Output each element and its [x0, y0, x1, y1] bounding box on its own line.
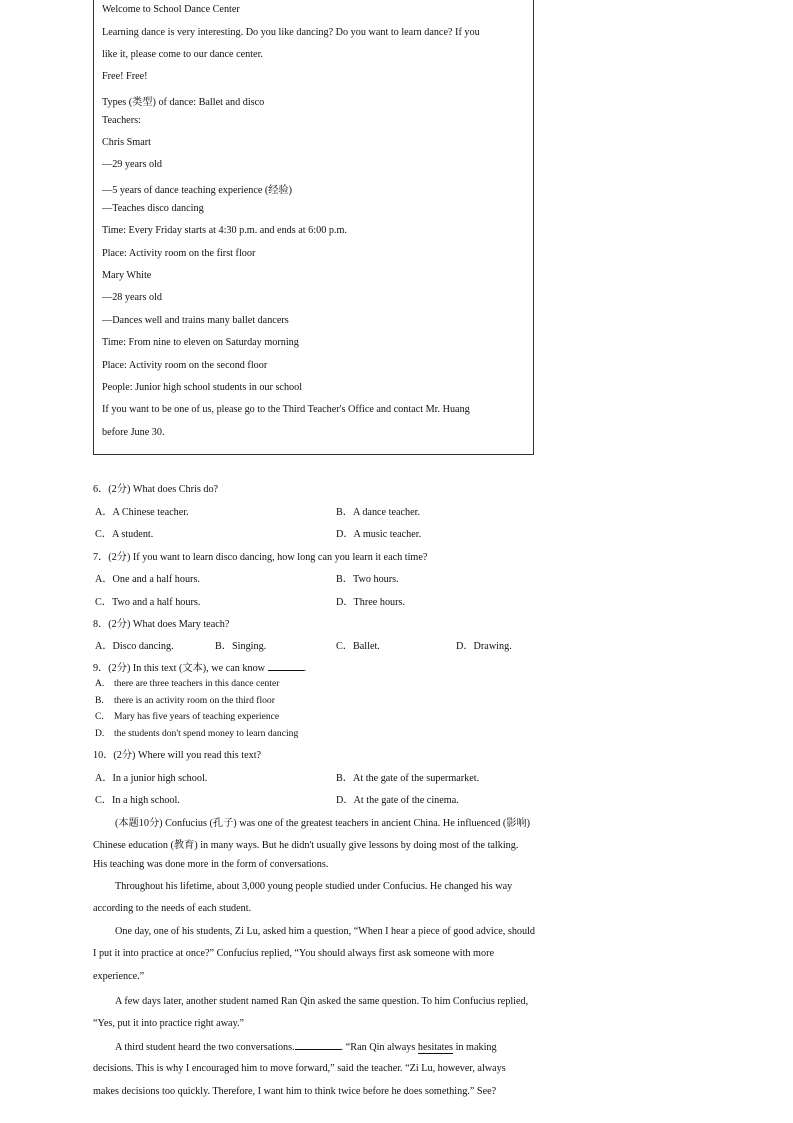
notice-title: Welcome to School Dance Center — [102, 4, 240, 15]
question-7-option-d[interactable]: D．Three hours. — [336, 597, 406, 608]
passage-line: Throughout his lifetime, about 3,000 young people studied under Confucius. He changed his way — [115, 881, 513, 892]
question-6-option-a[interactable]: A．A Chinese teacher. — [95, 507, 189, 518]
question-10-option-b[interactable]: B．At the gate of the supermarket. — [336, 773, 480, 784]
question-8-option-d[interactable]: D．Drawing. — [456, 641, 512, 652]
passage-line: Chinese education (教育) in many ways. But he didn't usually give lessons by doing most of the talking. — [93, 840, 519, 851]
option-text: there is an activity room on the third floor — [114, 695, 275, 706]
question-9-option-c[interactable] — [95, 711, 279, 722]
passage-line — [115, 1041, 497, 1053]
question-7-stem: 7．(2分) If you want to learn disco dancing, how long can you learn it each time? — [93, 552, 428, 563]
question-9-option-a[interactable] — [95, 678, 279, 689]
notice-line: Teachers: — [102, 115, 141, 126]
option-text: Mary has five years of teaching experience — [114, 711, 280, 722]
passage-text: in making — [455, 1042, 497, 1053]
notice-line: Place: Activity room on the second floor — [102, 360, 268, 371]
question-8-option-b[interactable]: B．Singing. — [215, 641, 267, 652]
notice-line: —Dances well and trains many ballet dancers — [102, 315, 289, 326]
notice-line: Mary White — [102, 270, 152, 281]
notice-line: People: Junior high school students in our school — [102, 382, 303, 393]
notice-line: —29 years old — [102, 159, 162, 170]
notice-line: If you want to be one of us, please go to the Third Teacher's Office and contact Mr. Huang — [102, 404, 470, 415]
notice-line: —28 years old — [102, 292, 162, 303]
question-8-stem: 8．(2分) What does Mary teach? — [93, 619, 230, 630]
notice-line: Chris Smart — [102, 137, 151, 148]
dance-center-notice — [93, 0, 534, 455]
question-6-option-c[interactable]: C．A student. — [95, 529, 154, 540]
passage-line: decisions. This is why I encouraged him to move forward,” said the teacher. “Zi Lu, however, always — [93, 1063, 506, 1074]
passage-line: (本题10分) Confucius (孔子) was one of the greatest teachers in ancient China. He influenced (影响) — [115, 818, 531, 829]
question-6-option-b[interactable]: B．A dance teacher. — [336, 507, 421, 518]
underlined-word: hesitates — [417, 1042, 454, 1053]
question-6-stem: 6．(2分) What does Chris do? — [93, 484, 219, 495]
passage-line: One day, one of his students, Zi Lu, asked him a question, “When I hear a piece of good advice, should — [115, 926, 536, 937]
option-letter: C. — [95, 711, 104, 722]
notice-line: before June 30. — [102, 427, 165, 438]
option-letter: B. — [95, 695, 104, 706]
passage-text: A third student heard the two conversations. — [115, 1042, 295, 1053]
question-9-stem-period: . — [303, 663, 307, 674]
passage-text: . “Ran Qin always — [340, 1042, 416, 1053]
question-9-stem — [93, 659, 306, 674]
notice-line: —5 years of dance teaching experience (经验) — [102, 185, 293, 196]
passage-line: His teaching was done more in the form of conversations. — [93, 859, 329, 870]
question-6-option-d[interactable]: D．A music teacher. — [336, 529, 422, 540]
question-9-stem-text: 9．(2分) In this text (文本), we can know — [93, 663, 266, 674]
question-7-option-c[interactable]: C．Two and a half hours. — [95, 597, 201, 608]
notice-line: —Teaches disco dancing — [102, 203, 204, 214]
notice-line: Time: From nine to eleven on Saturday morning — [102, 337, 299, 348]
question-10-option-c[interactable]: C．In a high school. — [95, 795, 180, 806]
question-9-option-b[interactable] — [95, 695, 275, 706]
question-10-option-a[interactable]: A．In a junior high school. — [95, 773, 208, 784]
question-9-option-d[interactable] — [95, 728, 298, 739]
passage-line: I put it into practice at once?” Confucius replied, “You should always first ask someone with more — [93, 948, 494, 959]
option-letter: A. — [95, 678, 105, 689]
option-letter: D. — [95, 728, 105, 739]
question-7-option-b[interactable]: B．Two hours. — [336, 574, 399, 585]
answer-blank[interactable] — [268, 662, 304, 671]
notice-line: Free! Free! — [102, 71, 148, 82]
question-10-stem: 10．(2分) Where will you read this text? — [93, 750, 262, 761]
notice-line: Types (类型) of dance: Ballet and disco — [102, 97, 265, 108]
passage-line: experience.” — [93, 971, 145, 982]
notice-line: like it, please come to our dance center. — [102, 49, 263, 60]
notice-line: Time: Every Friday starts at 4:30 p.m. and ends at 6:00 p.m. — [102, 225, 347, 236]
notice-line: Learning dance is very interesting. Do you like dancing? Do you want to learn dance? If you — [102, 27, 480, 38]
question-8-option-a[interactable]: A．Disco dancing. — [95, 641, 174, 652]
notice-line: Place: Activity room on the first floor — [102, 248, 256, 259]
passage-line: according to the needs of each student. — [93, 903, 252, 914]
passage-line: “Yes, put it into practice right away.” — [93, 1018, 245, 1029]
question-8-option-c[interactable]: C．Ballet. — [336, 641, 380, 652]
passage-line: makes decisions too quickly. Therefore, I want him to think twice before he does something.” See? — [93, 1086, 497, 1097]
answer-blank[interactable] — [295, 1041, 341, 1050]
passage-line: A few days later, another student named Ran Qin asked the same question. To him Confucius replied, — [115, 996, 529, 1007]
question-7-option-a[interactable]: A．One and a half hours. — [95, 574, 200, 585]
question-10-option-d[interactable]: D．At the gate of the cinema. — [336, 795, 459, 806]
option-text: the students don't spend money to learn dancing — [114, 728, 299, 739]
option-text: there are three teachers in this dance center — [114, 678, 280, 689]
